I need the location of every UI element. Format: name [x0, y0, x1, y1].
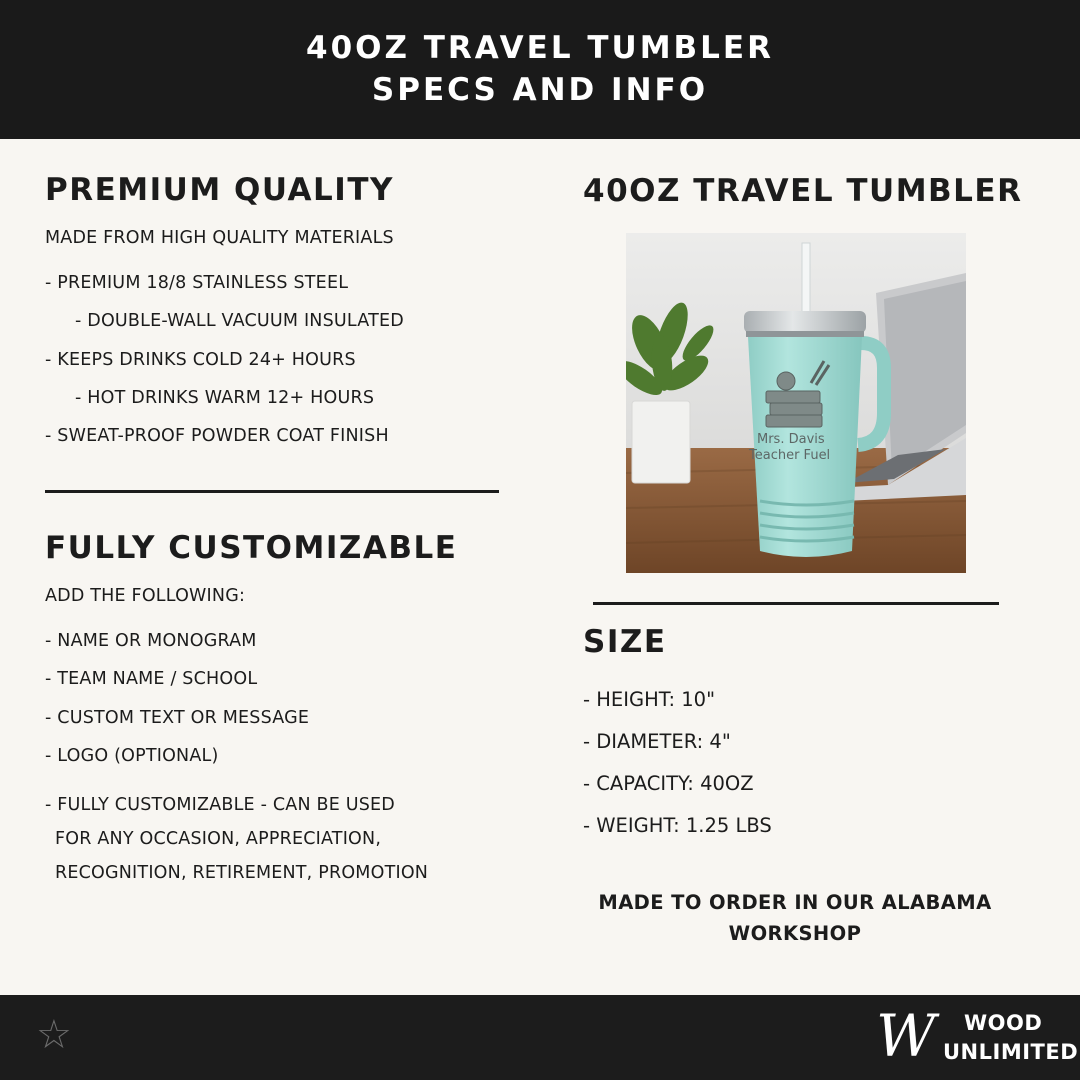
logo-letter: W	[876, 1002, 936, 1070]
engraving-line2: Teacher Fuel	[749, 448, 831, 463]
made-to-order-line1: MADE TO ORDER IN OUR ALABAMA	[598, 891, 992, 914]
size-heading: SIZE	[583, 624, 667, 660]
customizable-item: - LOGO (OPTIONAL)	[45, 746, 219, 766]
header-title-line1: 40OZ TRAVEL TUMBLER	[306, 30, 774, 66]
premium-item: - SWEAT-PROOF POWDER COAT FINISH	[45, 426, 389, 446]
product-heading: 40OZ TRAVEL TUMBLER	[583, 173, 1023, 209]
customizable-item: - NAME OR MONOGRAM	[45, 631, 257, 651]
customizable-note-line: - FULLY CUSTOMIZABLE - CAN BE USED	[45, 795, 395, 815]
logo-word-top: WOOD	[964, 1011, 1043, 1035]
premium-quality-heading: PREMIUM QUALITY	[45, 172, 394, 208]
made-to-order-note	[583, 887, 1007, 949]
premium-item: - DOUBLE-WALL VACUUM INSULATED	[75, 311, 404, 331]
page-footer	[0, 995, 1080, 1080]
customizable-heading: FULLY CUSTOMIZABLE	[45, 530, 458, 566]
section-divider	[45, 490, 499, 493]
page-header	[0, 0, 1080, 139]
customizable-note-line: FOR ANY OCCASION, APPRECIATION,	[55, 829, 382, 849]
made-to-order-line2: WORKSHOP	[728, 922, 862, 945]
section-divider	[593, 602, 999, 605]
size-item: - HEIGHT: 10"	[583, 688, 716, 711]
size-item: - WEIGHT: 1.25 LBS	[583, 814, 772, 837]
customizable-item: - TEAM NAME / SCHOOL	[45, 669, 258, 689]
premium-quality-subtitle: MADE FROM HIGH QUALITY MATERIALS	[45, 228, 394, 248]
customizable-item: - CUSTOM TEXT OR MESSAGE	[45, 708, 310, 728]
product-photo	[626, 233, 966, 573]
size-item: - DIAMETER: 4"	[583, 730, 731, 753]
premium-item: - KEEPS DRINKS COLD 24+ HOURS	[45, 350, 356, 370]
customizable-subtitle: ADD THE FOLLOWING:	[45, 586, 246, 606]
customizable-note-line: RECOGNITION, RETIREMENT, PROMOTION	[55, 863, 429, 883]
star-icon: ☆	[36, 1012, 72, 1058]
tumbler-scene-illustration	[626, 233, 966, 573]
logo-word-bottom: UNLIMITED	[943, 1040, 1079, 1064]
premium-item: - HOT DRINKS WARM 12+ HOURS	[75, 388, 375, 408]
premium-item: - PREMIUM 18/8 STAINLESS STEEL	[45, 273, 349, 293]
engraving-line1: Mrs. Davis	[757, 432, 825, 447]
header-title-line2: SPECS AND INFO	[371, 72, 709, 108]
size-item: - CAPACITY: 40OZ	[583, 772, 754, 795]
